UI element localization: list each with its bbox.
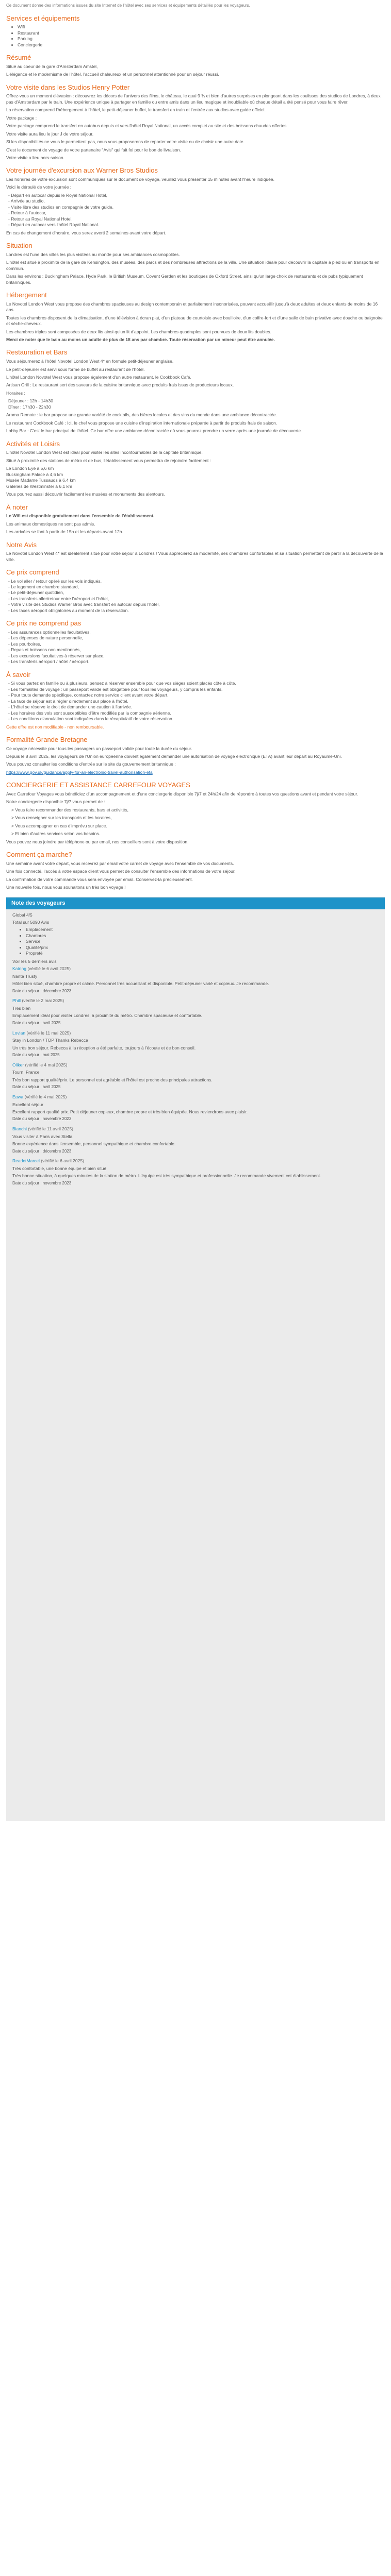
score-label: Global bbox=[12, 912, 25, 918]
reviews-count[interactable]: Voir les 5 derniers avis bbox=[12, 958, 57, 964]
review-title: Stay in London / TOP Thanks Rebecca bbox=[12, 1038, 88, 1043]
list-item: - Si vous partez en famille ou à plusieurs, pensez à réserver ensemble pour que vos sièges soient placés côte à côte. bbox=[8, 681, 236, 686]
review-stay: Date du séjour : novembre 2023 bbox=[12, 1180, 72, 1185]
reviews-total: Total sur 5090 Avis bbox=[12, 919, 50, 925]
review-date: (vérifié le 4 mai 2025) bbox=[24, 1094, 67, 1100]
paragraph: Votre visite aura lieu le jour J de votre séjour. bbox=[6, 131, 94, 137]
paragraph: Lobby Bar : C'est le bar principal de l'hôtel. Ce bar offre une ambiance décontractée où vous pourrez prendre un verre après une journée de découverte. bbox=[6, 428, 302, 434]
review-stay: Date du séjour : avril 2025 bbox=[12, 1020, 61, 1025]
paragraph: Vous pourrez aussi découvrir facilement les musées et monuments des alentours. bbox=[6, 492, 166, 497]
review-title: Nanta Trusty bbox=[12, 973, 38, 979]
paragraph: Les animaux domestiques ne sont pas admis. bbox=[6, 521, 95, 527]
list-item: - Le vol aller / retour opéré sur les vols indiqués, bbox=[8, 578, 102, 584]
review-author: Phill bbox=[12, 998, 21, 1004]
situation-title: Situation bbox=[6, 242, 32, 250]
hebergement-title: Hébergement bbox=[6, 291, 47, 299]
list-item: • Wifi bbox=[18, 24, 385, 30]
paragraph: Une semaine avant votre départ, vous recevrez par email votre carnet de voyage avec l'ensemble de vos documents. bbox=[6, 860, 234, 866]
paragraph: L'hôtel est situé à proximité de la gare de Kensington, des musées, des parcs et des nombreuses attractions de la ville. Une situation idéale pour découvrir la capitale à pied ou en transports en commun. bbox=[6, 260, 380, 271]
review-item bbox=[12, 966, 379, 994]
criteria-item: • Service bbox=[26, 939, 379, 944]
review-item bbox=[12, 1158, 379, 1186]
anoter-title: À noter bbox=[6, 503, 28, 511]
review-author: Eawa bbox=[12, 1094, 24, 1100]
paragraph: Le Novotel London West vous propose des chambres spacieuses au design contemporain et parfaitement insonorisées, pouvant accueillir jusqu'à deux adultes et deux enfants de moins de 16 ans. bbox=[6, 301, 378, 313]
review-body: Emplacement idéal pour visiter Londres, à proximité du métro. Chambre spacieuse et confortable. bbox=[12, 1013, 203, 1019]
review-body: Très bon rapport qualité/prix. Le personnel est agréable et l'hôtel est proche des principales attractions. bbox=[12, 1077, 213, 1082]
paragraph: En cas de changement d'horaire, vous serez averti 2 semaines avant votre départ. bbox=[6, 230, 167, 235]
depart-title: Votre journée d'excursion aux Warner Bros Studios bbox=[6, 166, 158, 175]
list-item: - Le logement en chambre standard, bbox=[8, 584, 79, 589]
paragraph: Le Wifi est disponible gratuitement dans l'ensemble de l'établissement. bbox=[6, 513, 155, 519]
reviews-body bbox=[6, 909, 385, 1821]
services-title: Services et équipements bbox=[6, 14, 80, 22]
depart-list bbox=[6, 193, 385, 228]
review-item bbox=[12, 1062, 379, 1090]
paragraph: Le petit-déjeuner est servi sous forme de buffet au restaurant de l'hôtel. bbox=[6, 366, 145, 372]
paragraph: Si les disponibilités ne vous le permettent pas, nous vous proposerons de reporter votre visite ou de choisir une autre date. bbox=[6, 139, 245, 145]
review-stay: Date du séjour : novembre 2023 bbox=[12, 1116, 72, 1122]
review-stay: Date du séjour : avril 2025 bbox=[12, 1084, 61, 1090]
score-value: 4/5 bbox=[26, 912, 32, 918]
intro-text: Ce document donne des informations issues du site Internet de l'hôtel avec ses services et équipements détaillés pour les voyageurs. bbox=[6, 3, 250, 8]
prix-comprend-title: Ce prix comprend bbox=[6, 568, 59, 576]
review-item bbox=[12, 998, 379, 1026]
review-title: Tourn, France bbox=[12, 1070, 40, 1075]
list-item: - Les formalités de voyage : un passeport valide est obligatoire pour tous les voyageurs, y compris les enfants. bbox=[8, 686, 223, 692]
activites-title: Activités et Loisirs bbox=[6, 439, 60, 448]
list-item: Galeries de Westminster à 6,1 km bbox=[6, 483, 72, 489]
paragraph: Situé à proximité des stations de métro et de bus, l'établissement vous permettra de rejoindre facilement : bbox=[6, 457, 211, 463]
paragraph: Le Novotel London West 4* est idéalement situé pour votre séjour à Londres ! Vous apprécierez sa modernité, ses chambres confortables et sa situation permettant de partir à la découverte de la ville. bbox=[6, 551, 383, 562]
review-author: Katring bbox=[12, 966, 26, 972]
list-item: - Les transferts aller/retour entre l'aéroport et l'hôtel, bbox=[8, 596, 109, 601]
list-item: Dîner : 17h30 - 22h30 bbox=[8, 404, 51, 410]
list-item: > Et bien d'autres services selon vos besoins. bbox=[11, 831, 100, 837]
avis-title: Notre Avis bbox=[6, 540, 37, 549]
paragraph: Dans les environs : Buckingham Palace, Hyde Park, le British Museum, Covent Garden et les boutiques de Oxford Street, ainsi qu'un large choix de restaurants et de pubs typiquement britanniques. bbox=[6, 274, 363, 285]
review-date: (vérifié le 4 mai 2025) bbox=[25, 1062, 68, 1067]
review-date: (vérifié le 11 mai 2025) bbox=[26, 1030, 71, 1036]
paragraph: Une nouvelle fois, nous vous souhaitons un très bon voyage ! bbox=[6, 885, 126, 890]
review-item bbox=[12, 1030, 379, 1058]
list-item: - Les excursions facultatives à réserver sur place, bbox=[8, 653, 105, 658]
paragraph: Voici le déroulé de votre journée : bbox=[6, 184, 72, 190]
review-item bbox=[12, 1094, 379, 1122]
review-date: (vérifié le 6 avril 2025) bbox=[41, 1158, 84, 1164]
paragraph: Avec Carrefour Voyages vous bénéficiez d'un accompagnement et d'une conciergerie disponible 7j/7 et 24h/24 afin de répondre à toutes vos questions avant et pendant votre séjour. bbox=[6, 791, 359, 796]
criteria-list bbox=[12, 927, 379, 956]
list-item: - Visite libre des studios en compagnie de votre guide, bbox=[8, 204, 113, 210]
services-list bbox=[6, 24, 385, 48]
list-item: • Conciergerie bbox=[18, 42, 385, 48]
review-title: Très confortable, une bonne équipe et bien situé bbox=[12, 1165, 107, 1171]
review-author: Oliker bbox=[12, 1062, 24, 1067]
savoir-list bbox=[6, 681, 385, 722]
review-stay: Date du séjour : décembre 2023 bbox=[12, 1148, 72, 1154]
paragraph: Votre package : bbox=[6, 115, 37, 121]
formalites-link[interactable]: https://www.gov.uk/guidance/apply-for-an-electronic-travel-authorisation-eta bbox=[6, 769, 153, 775]
list-item: > Vous faire recommander des restaurants, bars et activités, bbox=[11, 807, 129, 812]
paragraph: Le restaurant Cookbook Café : Ici, le chef vous propose une cuisine d'inspiration internationale préparée à partir de produits frais de saison. bbox=[6, 420, 278, 426]
paragraph: Une fois connecté, l'accès à votre espace client vous permet de consulter l'ensemble des informations de votre séjour. bbox=[6, 869, 236, 874]
list-item: - Retour à l'autocar, bbox=[8, 210, 46, 216]
visite-title: Votre visite dans les Studios Henry Potter bbox=[6, 83, 130, 91]
paragraph: Vous séjournerez à l'hôtel Novotel London West 4* en formule petit-déjeuner anglaise. bbox=[6, 359, 174, 364]
list-item: Le London Eye à 5,6 km bbox=[6, 466, 54, 471]
review-item bbox=[12, 1126, 379, 1154]
list-item: • Parking bbox=[18, 36, 385, 42]
review-title: Tres bien bbox=[12, 1005, 31, 1011]
paragraph: L'hôtel Novotel London West est idéal pour visiter les sites incontournables de la capitale britannique. bbox=[6, 450, 203, 455]
list-item: - Votre visite des Studios Warner Bros avec transfert en autocar depuis l'hôtel, bbox=[8, 602, 160, 607]
list-item: Buckingham Palace à 4,6 km bbox=[6, 471, 63, 477]
paragraph: Vous pouvez nous joindre par téléphone ou par email, nos conseillers sont à votre disposition. bbox=[6, 839, 189, 844]
review-author: ReadetMarcel bbox=[12, 1158, 40, 1164]
list-item: - Les dépenses de nature personnelle, bbox=[8, 635, 84, 641]
list-item: - Les transferts aéroport / hôtel / aéroport. bbox=[8, 659, 90, 665]
paragraph: Artisan Grill : Le restaurant sert des saveurs de la cuisine britannique avec produits frais issus de producteurs locaux. bbox=[6, 382, 234, 388]
paragraph: Notre conciergerie disponible 7j/7 vous permet de : bbox=[6, 799, 105, 805]
list-item: - Les assurances optionnelles facultatives, bbox=[8, 629, 91, 635]
paiement-title: Comment ça marche? bbox=[6, 851, 72, 859]
prix-ne-comprend-list bbox=[6, 630, 385, 665]
reviews-panel bbox=[6, 897, 385, 1821]
paragraph: Les horaires de votre excursion sont communiqués sur le document de voyage, veuillez vous présenter 15 minutes avant l'heure indiquée. bbox=[6, 177, 274, 182]
paragraph: L'hôtel London Novotel West vous propose également d'un autre restaurant, le Cookbook Café. bbox=[6, 374, 191, 380]
list-item: - Le petit-déjeuner quotidien, bbox=[8, 590, 64, 596]
criteria-item: • Emplacement bbox=[26, 927, 379, 933]
prix-ne-comprend-title: Ce prix ne comprend pas bbox=[6, 619, 82, 628]
paragraph: Aroma Remote : le bar propose une grande variété de cocktails, des bières locales et des vins du monde dans une ambiance décontractée. bbox=[6, 412, 277, 418]
paragraph: Offrez-vous un moment d'évasion : découvrez les décors de l'univers des films, le château, le quai 9 ¾ et bien d'autres surprises en plongeant dans les coulisses des studios de Londres, à deux pas d'Amsterdam par le train. Une expérience unique à partager en famille ou entre amis dans un lieu magique et inoubliable où chaque détail a été pensé pour vous faire rêver. bbox=[6, 93, 381, 105]
review-body: Un très bon séjour. Rebecca à la réception a été parfaite, toujours à l'écoute et de bon conseil. bbox=[12, 1045, 196, 1050]
list-item: - Les horaires des vols sont susceptibles d'être modifiés par la compagnie aérienne. bbox=[8, 710, 171, 716]
review-stay: Date du séjour : décembre 2023 bbox=[12, 988, 72, 993]
list-item: Déjeuner : 12h - 14h30 bbox=[8, 398, 53, 404]
review-title: Vous visiter à Paris avec Stella bbox=[12, 1133, 73, 1139]
prix-comprend-list bbox=[6, 579, 385, 614]
criteria-item: • Propreté bbox=[26, 951, 379, 956]
formalites-title: Formalité Grande Bretagne bbox=[6, 736, 88, 743]
savoir-note: Cette offre est non modifiable - non remboursable. bbox=[6, 724, 104, 730]
list-item: • Restaurant bbox=[18, 30, 385, 36]
list-item: Musée Madame Tussauds à 6,4 km bbox=[6, 478, 76, 483]
review-author: Bianchi bbox=[12, 1126, 27, 1132]
review-title: Excellent séjour bbox=[12, 1101, 44, 1107]
paragraph: C'est le document de voyage de votre partenaire "Avis" qui fait foi pour le bon de livraison. bbox=[6, 147, 181, 152]
review-body: Bonne expérience dans l'ensemble, personnel sympathique et chambre confortable. bbox=[12, 1141, 176, 1147]
list-item: - L'hôtel se réserve le droit de demander une caution à l'arrivée. bbox=[8, 704, 132, 710]
review-date: (vérifié le 11 avril 2025) bbox=[28, 1126, 73, 1132]
list-item: - Départ en autocar depuis le Royal National Hotel, bbox=[8, 192, 107, 198]
paragraph: Votre visite a lieu hors-saison. bbox=[6, 155, 64, 160]
hours-list bbox=[6, 398, 385, 410]
paragraph: Les arrivées se font à partir de 15h et les départs avant 12h. bbox=[6, 529, 123, 535]
list-item: - Arrivée au studio, bbox=[8, 198, 45, 204]
list-item: - Retour au Royal National Hotel, bbox=[8, 216, 73, 222]
list-item: > Vous renseigner sur les transports et les horaires, bbox=[11, 815, 112, 821]
review-author: Lovian bbox=[12, 1030, 26, 1036]
conciergerie-title: CONCIERGERIE ET ASSISTANCE CARREFOUR VOYAGES bbox=[6, 781, 190, 789]
review-date: (vérifié le 6 avril 2025) bbox=[27, 966, 71, 972]
paragraph: Londres est l'une des villes les plus visitées au monde pour ses ambiances cosmopolites. bbox=[6, 251, 180, 257]
paragraph: Situé au coeur de la gare d'Amsterdam Amstel, bbox=[6, 63, 98, 69]
list-item: - La taxe de séjour est à régler directement sur place à l'hôtel. bbox=[8, 698, 128, 704]
paragraph: L'élégance et le modernisme de l'hôtel, l'accueil chaleureux et un personnel attentionné pour un séjour réussi. bbox=[6, 72, 219, 77]
list-item: - Repas et boissons non mentionnés, bbox=[8, 647, 81, 653]
paragraph: Les chambres triples sont composées de deux lits ainsi qu'un lit d'appoint. Les chambres quadruples sont pourvues de deux lits doubles. bbox=[6, 329, 272, 334]
savoir-title: À savoir bbox=[6, 670, 30, 679]
list-item: - Les pourboires, bbox=[8, 641, 41, 647]
list-item: > Vous accompagner en cas d'imprévu sur place. bbox=[11, 823, 107, 828]
criteria-item: • Qualité/prix bbox=[26, 945, 379, 951]
paragraph: La confirmation de votre commande vous sera envoyée par email. Conservez-la précieusement. bbox=[6, 876, 193, 882]
review-body: Excellent rapport qualité prix. Petit déjeuner copieux, chambre propre et très bien équipée. Nous reviendrons avec plaisir. bbox=[12, 1109, 248, 1115]
paragraph: Votre package comprend le transfert en autobus depuis et vers l'hôtel Royal National, un accès complet au site et des boissons chaudes offertes. bbox=[6, 123, 288, 129]
hours-label: Horaires : bbox=[6, 390, 25, 396]
paragraph: Merci de noter que le bain au moins un adulte de plus de 18 ans par chambre. Toute réservation par un mineur peut être annulée. bbox=[6, 337, 275, 343]
review-body: Très bonne situation, à quelques minutes de la station de métro. L'équipe est très sympathique et professionnelle. Je recommande vivement cet établissement. bbox=[12, 1173, 321, 1179]
criteria-item: • Chambres bbox=[26, 933, 379, 939]
paragraph: Depuis le 8 avril 2025, les voyageurs de l'Union européenne doivent également demander une autorisation de voyage électronique (ETA) avant leur départ au Royaume-Uni. bbox=[6, 754, 342, 759]
review-stay: Date du séjour : mai 2025 bbox=[12, 1053, 60, 1058]
list-item: - Pour toute demande spécifique, contactez notre service client avant votre départ. bbox=[8, 692, 169, 698]
list-item: - Les conditions d'annulation sont indiquées dans le récapitulatif de votre réservation. bbox=[8, 716, 174, 722]
paragraph: Vous pouvez consulter les conditions d'entrée sur le site du gouvernement britannique : bbox=[6, 761, 176, 767]
list-item: - Départ en autocar vers l'hôtel Royal National. bbox=[8, 222, 99, 228]
paragraph: La réservation comprend l'hébergement à l'hôtel, le petit-déjeuner buffet, le transfert en train et l'entrée aux studios avec guide officiel. bbox=[6, 107, 266, 113]
paragraph: Ce voyage nécessite pour tous les passagers un passeport valide pour toute la durée du séjour. bbox=[6, 745, 192, 751]
review-body: Hôtel bien situé, chambre propre et calme. Personnel très accueillant et disponible. Petit-déjeuner varié et copieux. Je recommande. bbox=[12, 981, 269, 987]
reviews-header: Note des voyageurs bbox=[6, 897, 385, 909]
review-date: (vérifié le 2 mai 2025) bbox=[22, 998, 64, 1004]
paragraph: Toutes les chambres disposent de la climatisation, d'une télévision à écran plat, d'un plateau de courtoisie avec bouilloire, d'un coffre-fort et d'une salle de bain privative avec douche ou baignoire et sèche-cheveux. bbox=[6, 315, 383, 327]
restauration-title: Restauration et Bars bbox=[6, 348, 68, 357]
list-item: - Les taxes aéroport obligatoires au moment de la réservation. bbox=[8, 607, 129, 613]
resume-title: Résumé bbox=[6, 54, 31, 62]
